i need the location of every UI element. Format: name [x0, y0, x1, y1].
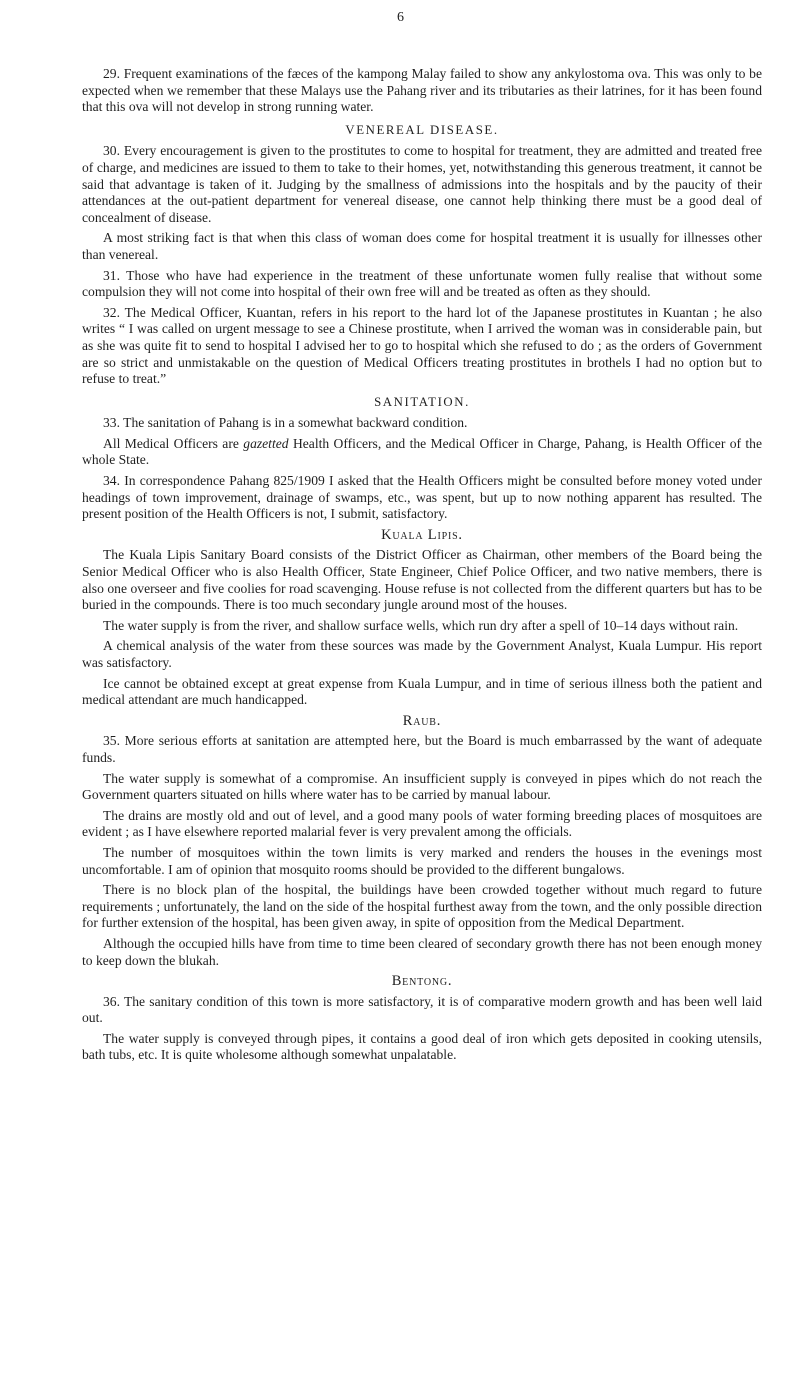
- paragraph: 36. The sanitary condition of this town is more satisfactory, it is of comparative modern growth and has been well laid out.: [82, 993, 762, 1026]
- paragraph: 34. In correspondence Pahang 825/1909 I asked that the Health Officers might be consulted before money voted under headings of town improvement, drainage of swamps, etc., was spent, but up to now nothing apparent has resulted. The present position of the Health Officers is not, I submit, satisfactory.: [82, 473, 762, 522]
- paragraph: 33. The sanitation of Pahang is in a somewhat backward condition.: [103, 415, 468, 431]
- paragraph: 35. More serious efforts at sanitation are attempted here, but the Board is much embarrassed by the want of adequate funds.: [82, 733, 762, 765]
- paragraph: Although the occupied hills have from time to time been cleared of secondary growth there has not been enough money to keep down the blukah.: [82, 935, 762, 968]
- paragraph: 32. The Medical Officer, Kuantan, refers in his report to the hard lot of the Japanese prostitutes in Kuantan ; he also writes “ I was called on urgent message to see a Chinese prostitute, when I arrived the woman was in considerable pain, but as she was quite fit to send to hospital I advised her to go to hospital which she refused to do ; as the orders of Government are so strict and unmistakable on the question of Medical Officers treating prostitutes in brothels I had no option but to refuse to treat.”: [82, 304, 762, 387]
- paragraph: The number of mosquitoes within the town limits is very marked and renders the houses in the evenings most uncomfortable. I am of opinion that mosquito rooms should be provided to the different bungalows.: [82, 844, 762, 877]
- paragraph: A chemical analysis of the water from these sources was made by the Government Analyst, Kuala Lumpur. His report was satisfactory.: [82, 638, 762, 670]
- section-heading-sanitation: SANITATION.: [374, 394, 470, 409]
- paragraph: 31. Those who have had experience in the treatment of these unfortunate women fully realise that without some compulsion they will not come into hospital of their own free will and be treated as often as they should.: [82, 267, 762, 300]
- paragraph: The water supply is conveyed through pipes, it contains a good deal of iron which gets deposited in cooking utensils, bath tubs, etc. It is quite wholesome although somewhat unpalatable.: [82, 1030, 762, 1063]
- emphasis: gazetted: [243, 435, 289, 451]
- paragraph: The drains are mostly old and out of level, and a good many pools of water forming breeding places of mosquitoes are evident ; as I have elsewhere reported malarial fever is very prevalent among the officials.: [82, 807, 762, 840]
- paragraph: 30. Every encouragement is given to the prostitutes to come to hospital for treatment, they are admitted and treated free of charge, and medicines are issued to them to take to their homes, yet, notwithstanding this generous treatment, it cannot be said that advantage is taken of it. Judging by the smallness of admissions into the hospitals and by the paucity of their attendances at the out-patient department for venereal disease, one cannot help thinking there must be a good deal of concealment of disease.: [82, 143, 762, 225]
- subsection-heading-kuala-lipis: Kuala Lipis.: [381, 526, 463, 543]
- subsection-heading-bentong: Bentong.: [391, 973, 453, 990]
- paragraph: 29. Frequent examinations of the fæces of the kampong Malay failed to show any ankylostoma ova. This was only to be expected when we remember that these Malays use the Pahang river and its tributaries as their latrines, for it has been found that this ova will not develop in strong running water.: [82, 66, 762, 115]
- subsection-heading-raub: Raub.: [402, 712, 442, 729]
- document-body: [82, 66, 762, 1068]
- section-heading-venereal-disease: VENEREAL DISEASE.: [345, 122, 499, 137]
- paragraph: All Medical Officers are gazetted Health Officers, and the Medical Officer in Charge, Pahang, is Health Officer of the whole State.: [82, 435, 763, 468]
- page-number: 6: [397, 10, 404, 25]
- paragraph: The Kuala Lipis Sanitary Board consists of the District Officer as Chairman, other members of the Board being the Senior Medical Officer who is also Health Officer, State Engineer, Chief Police Officer, and two native members, there is also one overseer and five coolies for road scavenging. House refuse is not collected from the different quarters but has to be buried in the compounds. There is too much secondary jungle around most of the houses.: [82, 547, 762, 613]
- paragraph: A most striking fact is that when this class of woman does come for hospital treatment it is usually for illnesses other than venereal.: [82, 230, 762, 262]
- paragraph: The water supply is from the river, and shallow surface wells, which run dry after a spell of 10–14 days without rain.: [103, 617, 739, 633]
- paragraph: Ice cannot be obtained except at great expense from Kuala Lumpur, and in time of serious illness both the patient and medical attendant are much handicapped.: [82, 675, 762, 708]
- paragraph: The water supply is somewhat of a compromise. An insufficient supply is conveyed in pipes which do not reach the Government quarters situated on hills where water has to be carried by manual labour.: [82, 770, 762, 803]
- paragraph: There is no block plan of the hospital, the buildings have been crowded together without much regard to future requirements ; unfortunately, the land on the side of the hospital furthest away from the town, and the only possible direction for further extension of the hospital, has been given away, in spite of opposition from the Medical Department.: [82, 882, 762, 931]
